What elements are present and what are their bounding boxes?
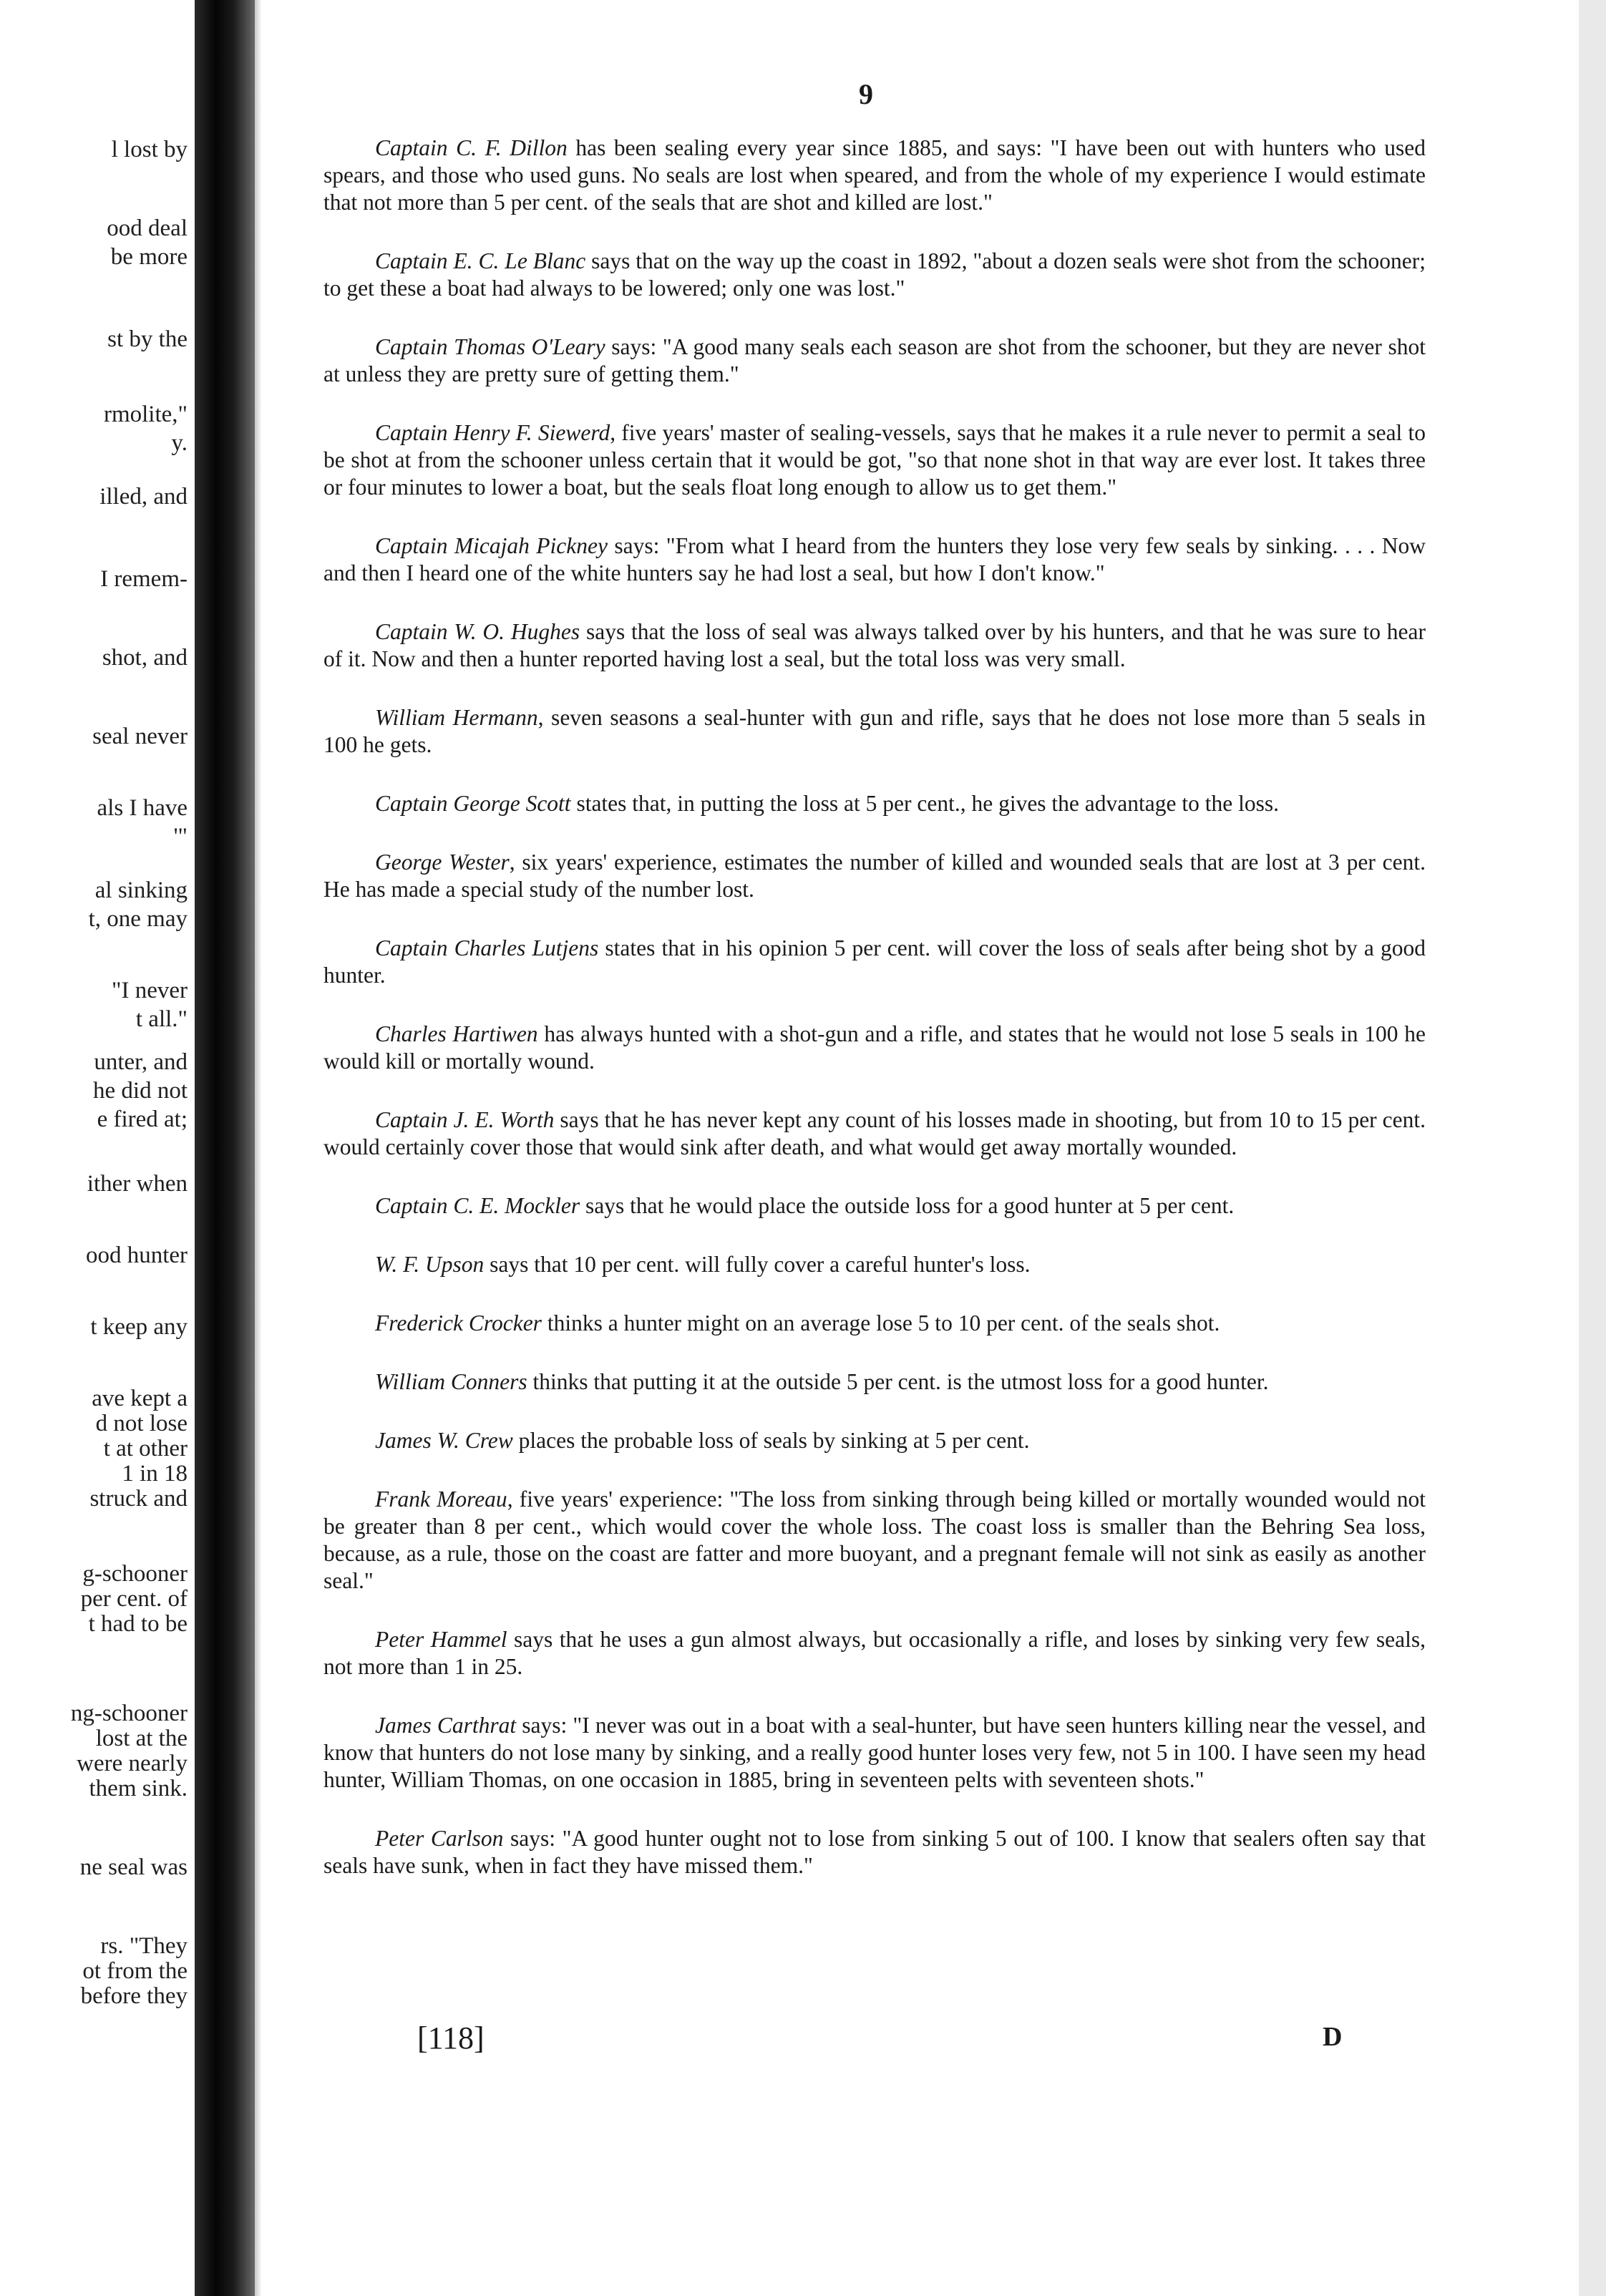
testimony-paragraph [323, 1427, 1426, 1454]
testimony-paragraph [323, 248, 1426, 302]
testimony-text: says: "From what I heard from the hunters they lose very few seals by sinking. . . . Now and then I heard one of the white hunters say he had lost a seal, but how I don't know." [323, 533, 1426, 585]
witness-name: William Hermann [375, 705, 538, 730]
testimony-text: places the probable loss of seals by sinking at 5 per cent. [512, 1428, 1030, 1453]
witness-name: Captain Micajah Pickney [375, 533, 608, 558]
witness-name: Captain George Scott [375, 791, 571, 816]
witness-name: Peter Carlson [375, 1826, 504, 1851]
testimony-text: says that he would place the outside loss for a good hunter at 5 per cent. [580, 1193, 1235, 1218]
testimony-paragraph [323, 1712, 1426, 1794]
testimony-paragraph [323, 1021, 1426, 1075]
facing-page-line: st by the [107, 326, 188, 352]
testimony-text: says that the loss of seal was always talked over by his hunters, and that he was sure to hear of it. Now and then a hunter reported having lost a seal, but the total loss was very small. [323, 619, 1426, 671]
witness-name: Captain J. E. Worth [375, 1107, 555, 1132]
testimony-paragraph [323, 1626, 1426, 1680]
facing-page-line: l lost by [111, 137, 188, 162]
facing-page-line: per cent. of [80, 1586, 188, 1612]
signature-letter: D [1323, 2022, 1343, 2052]
testimony-text: says: "A good many seals each season are shot from the schooner, but they are never shot at unless they are pretty sure of getting them." [323, 334, 1426, 386]
facing-page-line: ood hunter [85, 1242, 188, 1268]
facing-page-line: seal never [92, 724, 188, 749]
facing-page-line: ne seal was [79, 1854, 188, 1880]
facing-page-line: ood deal [107, 215, 188, 241]
witness-name: George Wester [375, 850, 510, 875]
testimony-paragraph [323, 334, 1426, 388]
testimony-paragraph [323, 1192, 1426, 1220]
testimony-text: thinks that putting it at the outside 5 per cent. is the utmost loss for a good hunter. [527, 1369, 1269, 1394]
witness-name: Captain Thomas O'Leary [375, 334, 605, 359]
testimony-paragraph [323, 1310, 1426, 1337]
witness-name: Charles Hartiwen [375, 1021, 538, 1046]
testimony-text: says that on the way up the coast in 1892, "about a dozen seals were shot from the schooner; to get these a boat had always to be lowered; only one was lost." [323, 248, 1426, 301]
testimony-paragraph [323, 1368, 1426, 1396]
facing-page-line: be more [110, 244, 188, 270]
witness-name: Captain E. C. Le Blanc [375, 248, 586, 273]
testimony-text: states that in his opinion 5 per cent. will cover the loss of seals after being shot by a good hunter. [323, 935, 1426, 988]
testimony-text: , seven seasons a seal-hunter with gun and rifle, says that he does not lose more than 5 seals in 100 he gets. [323, 705, 1426, 757]
facing-page-line: "I never [112, 978, 188, 1003]
page-body [323, 135, 1426, 1911]
facing-page-line: t, one may [88, 906, 188, 932]
facing-page-line: g-schooner [82, 1561, 188, 1587]
facing-page-line: al sinking [94, 877, 188, 903]
testimony-text: says: "I never was out in a boat with a seal-hunter, but have seen hunters killing near the vessel, and know that hunters do not lose many by sinking, and a really good hunter loses very few, not 5 in 100. I have seen my head hunter, William Thomas, on one occasion in 1885, bring in seventeen pelts with seventeen shots." [323, 1713, 1426, 1792]
witness-name: Peter Hammel [375, 1627, 507, 1652]
testimony-text: states that, in putting the loss at 5 per cent., he gives the advantage to the loss. [570, 791, 1279, 816]
facing-page-line: als I have [97, 795, 188, 821]
facing-page-line: were nearly [77, 1751, 188, 1776]
testimony-paragraph [323, 135, 1426, 216]
testimony-text: says that he uses a gun almost always, but occasionally a rifle, and loses by sinking very few seals, not more than 1 in 25. [323, 1627, 1426, 1679]
testimony-paragraph [323, 935, 1426, 989]
testimony-text: has always hunted with a shot-gun and a rifle, and states that he would not lose 5 seals in 100 he would kill or mortally wound. [323, 1021, 1426, 1074]
facing-page-line: t keep any [90, 1314, 188, 1340]
witness-name: W. F. Upson [375, 1252, 485, 1277]
testimony-text: , six years' experience, estimates the number of killed and wounded seals that are lost at 3 per cent. He has made a special study of the number lost. [323, 850, 1426, 902]
testimony-paragraph [323, 532, 1426, 587]
testimony-text: thinks a hunter might on an average lose 5 to 10 per cent. of the seals shot. [541, 1310, 1220, 1336]
facing-page-line: before they [80, 1983, 188, 2009]
testimony-paragraph [323, 1251, 1426, 1278]
testimony-text: , five years' experience: "The loss from sinking through being killed or mortally wounded would not be greater than 8 per cent., which would cover the whole loss. The coast loss is smaller than the Behring Sea loss, because, as a rule, those on the coast are fatter and more buoyant, and a pregnant female will not sink as easily as another seal." [323, 1487, 1426, 1593]
facing-page-line: he did not [93, 1078, 188, 1104]
witness-name: Captain Henry F. Siewerd [375, 420, 610, 445]
facing-page-line: ave kept a [92, 1386, 188, 1411]
testimony-paragraph [323, 1106, 1426, 1161]
testimony-paragraph [323, 790, 1426, 817]
witness-name: Captain C. E. Mockler [375, 1193, 580, 1218]
facing-page-line: t all." [135, 1006, 188, 1032]
witness-name: Frederick Crocker [375, 1310, 542, 1336]
testimony-text: says that he has never kept any count of his losses made in shooting, but from 10 to 15 per cent. would certainly cover those that would sink after death, and what would get away mortally wounded. [323, 1107, 1426, 1159]
book-gutter [195, 0, 255, 2296]
testimony-paragraph [323, 1825, 1426, 1879]
facing-page-line: unter, and [94, 1049, 188, 1075]
page-number: 9 [859, 78, 873, 110]
witness-name: Captain W. O. Hughes [375, 619, 580, 644]
testimony-paragraph [323, 1486, 1426, 1595]
facing-page-line: e fired at; [97, 1106, 188, 1132]
facing-page-line: y. [171, 430, 188, 456]
facing-page-line: rs. "They [100, 1933, 188, 1959]
facing-page-line: lost at the [95, 1726, 188, 1751]
testimony-paragraph [323, 704, 1426, 759]
testimony-text: has been sealing every year since 1885, and says: "I have been out with hunters who used spears, and those who used guns. No seals are lost when speared, and from the whole of my experience I would estimate that not more than 5 per cent. of the seals that are shot and killed are lost." [323, 135, 1426, 215]
facing-page-line: ng-schooner [70, 1701, 188, 1726]
facing-page-line: 1 in 18 [122, 1461, 188, 1487]
testimony-text: , five years' master of sealing-vessels, says that he makes it a rule never to permit a seal to be shot at from the schooner unless certain that it would be got, "so that none shot in that way are ever lost. It takes three or four minutes to lower a boat, but the seals float long enough to allow us to get them." [323, 420, 1426, 500]
facing-page-line: shot, and [102, 645, 188, 671]
page-edge [1579, 0, 1606, 2296]
testimony-paragraph [323, 419, 1426, 501]
printer-signature: [118] [417, 2020, 485, 2056]
facing-page-line: ither when [87, 1171, 188, 1197]
testimony-paragraph [323, 849, 1426, 903]
witness-name: James Carthrat [375, 1713, 517, 1738]
facing-page-line: ot from the [82, 1958, 188, 1984]
witness-name: Captain C. F. Dillon [375, 135, 568, 160]
facing-page-line: rmolite," [103, 402, 188, 427]
facing-page-line: them sink. [89, 1776, 188, 1801]
gutter-shadow [255, 0, 262, 2296]
witness-name: Captain Charles Lutjens [375, 935, 599, 960]
facing-page-line: t had to be [88, 1611, 188, 1637]
facing-page-line: struck and [89, 1486, 188, 1512]
facing-page-line: '" [173, 824, 188, 850]
testimony-paragraph [323, 618, 1426, 673]
facing-page-fragment [0, 0, 195, 2296]
testimony-text: says that 10 per cent. will fully cover a careful hunter's loss. [484, 1252, 1031, 1277]
testimony-text: says: "A good hunter ought not to lose from sinking 5 out of 100. I know that sealers often say that seals have sunk, when in fact they have missed them." [323, 1826, 1426, 1878]
facing-page-line: I remem- [100, 566, 188, 592]
facing-page-line: t at other [103, 1436, 188, 1461]
witness-name: James W. Crew [375, 1428, 513, 1453]
witness-name: William Conners [375, 1369, 527, 1394]
facing-page-line: d not lose [95, 1411, 188, 1436]
witness-name: Frank Moreau [375, 1487, 507, 1512]
facing-page-line: illed, and [99, 484, 188, 510]
